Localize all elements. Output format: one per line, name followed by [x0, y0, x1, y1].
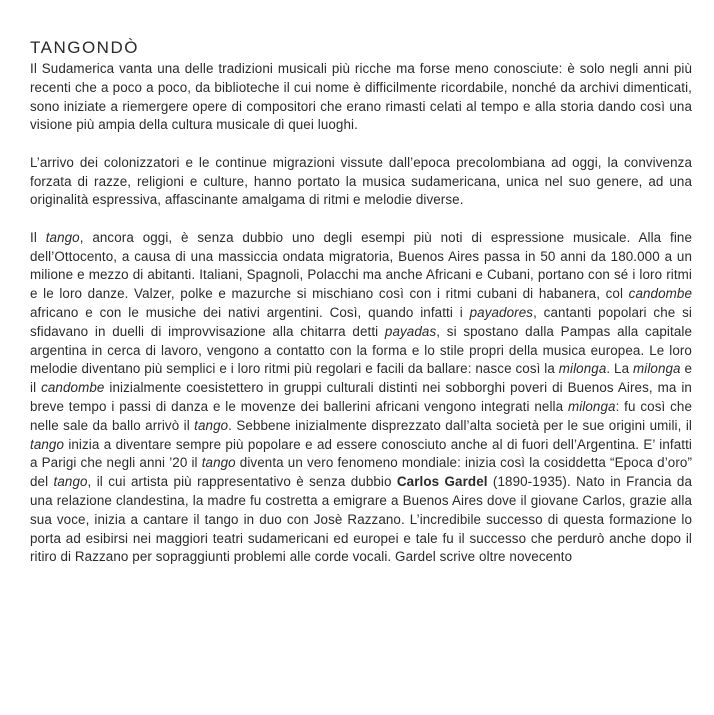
- text-run: Il: [30, 229, 46, 245]
- italic-term: milonga: [567, 398, 616, 414]
- text-run: , il cui artista più rappresentativo è senza dubbio: [87, 474, 397, 490]
- text-run: diventa un vero fenomeno mondiale: inizia così la cosiddetta “Epoca d’oro” del: [30, 455, 692, 490]
- text-run: , ancora oggi, è senza dubbio uno degli esempi più noti di espressione musicale. Alla fine dell’Ottocento, a causa di una massiccia ondata migratoria, Buenos Aires passa in 50 anni da 180.000 a un milione e mezzo di abitanti. Italiani, Spagnoli, Polacchi ma anche Africani e Cubani, portano con sé i loro ritmi e le loro danze. Valzer, polke e mazurche si mischiano così con i ritmi cubani di habanera, col: [30, 229, 692, 302]
- bold-name: Carlos Gardel: [396, 474, 488, 490]
- text-run: (1890-1935). Nato in Francia da una relazione clandestina, la madre fu costretta a emigrare a Buenos Aires dove il giovane Carlos, grazie alla sua voce, inizia a cantare il tango in duo con Josè Razzano. L’incredibile successo di questa formazione lo porta ad esibirsi nei maggiori teatri sudamericani ed europei e tale fu il successo che perdurò anche dopo il ritiro di Razzano per sopraggiunti problemi alle corde vocali. Gardel scrive oltre novecento: [30, 474, 692, 565]
- paragraph: [30, 154, 692, 210]
- italic-term: tango: [201, 455, 236, 471]
- text-run: Il Sudamerica vanta una delle tradizioni musicali più ricche ma forse meno conosciute: è solo negli anni più recenti che a poco a poco, da biblioteche il cui nome è difficilmente ricordabile, nonché da archivi dimenticati, sono iniziate a riemergere opere di compositori che erano rimasti celati al tempo e alla storia dando così una visione più ampia della cultura musicale di quei luoghi.: [30, 61, 692, 133]
- italic-term: milonga: [558, 361, 607, 377]
- italic-term: payadas: [384, 323, 437, 339]
- text-run: africano e con le musiche dei nativi argentini. Così, quando infatti i: [30, 304, 470, 320]
- text-run: . La: [606, 361, 634, 377]
- text-run: , cantanti popolari che si sfidavano in duelli di improvvisazione alla chitarra detti: [30, 304, 692, 339]
- italic-term: tango: [53, 474, 88, 490]
- italic-term: tango: [194, 417, 229, 433]
- text-run: L’arrivo dei colonizzatori e le continue migrazioni vissute dall’epoca precolombiana ad oggi, la convivenza forzata di razze, religioni e culture, hanno portato la musica sudamericana, unica nel suo genere, ad una originalità espressiva, affascinante amalgama di ritmi e melodie diverse.: [30, 154, 692, 208]
- paragraph: [30, 60, 692, 135]
- text-run: e il: [30, 361, 693, 396]
- italic-term: milonga: [633, 361, 681, 377]
- body-text: [30, 60, 692, 567]
- page-title: TANGONDÒ: [30, 38, 139, 57]
- text-run: : fu così che nelle sale da ballo arrivò il: [30, 398, 692, 433]
- text-run: , si spostano dalla Pampas alla capitale argentina in cerca di lavoro, vengono a contatto con la forma e lo stile propri della musica europea. Le loro melodie diventano più semplici e i loro ritmi più regolari e facili da ballare: nasce così la: [30, 323, 692, 377]
- text-run: inizialmente coesistettero in gruppi culturali distinti nei sobborghi poveri di Buenos Aires, ma in breve tempo i passi di danza e le movenze dei ballerini africani vengono integrati nella: [30, 380, 692, 414]
- paragraph: [30, 229, 692, 567]
- italic-term: candombe: [628, 286, 692, 302]
- italic-term: candombe: [41, 380, 105, 396]
- document-page: [30, 38, 692, 586]
- text-run: . Sebbene inizialmente disprezzato dall’alta società per le sue origini umili, il: [228, 417, 692, 433]
- italic-term: tango: [30, 436, 65, 452]
- italic-term: tango: [45, 229, 80, 245]
- text-run: inizia a diventare sempre più popolare e ad essere conosciuto anche al di fuori dell’Argentina. E’ infatti a Parigi che negli anni ’20 il: [30, 436, 692, 471]
- italic-term: payadores: [469, 304, 534, 320]
